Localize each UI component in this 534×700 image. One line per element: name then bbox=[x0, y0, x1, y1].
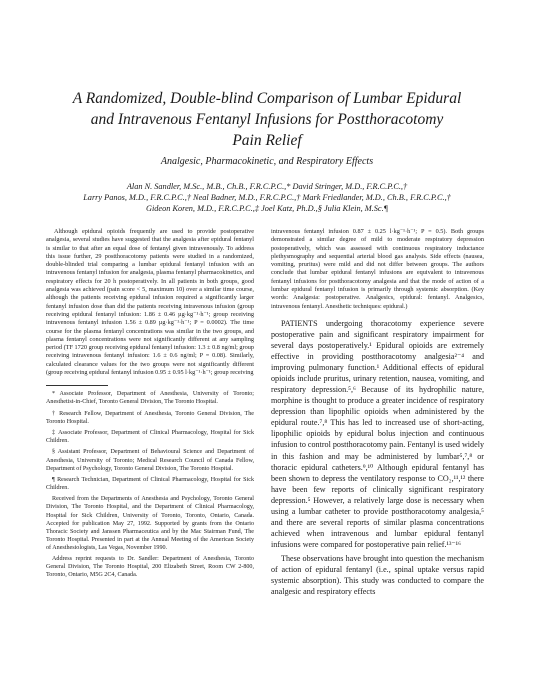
footnote: Address reprint requests to Dr. Sandler: Department of Anesthesia, Toronto General Division, The Toronto Hospital, 200 Elizabeth Street, Room CW 2-800, Toronto, Ontario, M5G 2C4, Canada. bbox=[46, 556, 254, 579]
footnote: ‡ Associate Professor, Department of Clinical Pharmacology, Hospital for Sick Children. bbox=[46, 430, 254, 445]
footnote-divider bbox=[46, 385, 108, 386]
article-subtitle: Analgesic, Pharmacokinetic, and Respiratory Effects bbox=[160, 156, 374, 167]
footnote: § Assistant Professor, Department of Behavioural Science and Department of Anesthesia, University of Toronto; Medical Research Council of Canada Fellow, Department of Psychology, Toronto General Division, The Toronto Hospital. bbox=[46, 449, 254, 472]
title-line-1: A Randomized, Double-blind Comparison of Lumbar Epidural bbox=[72, 90, 462, 107]
footnotes bbox=[46, 390, 254, 579]
footnote: † Research Fellow, Department of Anesthesia, Toronto General Division, The Toronto Hospital. bbox=[46, 410, 254, 425]
body-paragraph-2: These observations have brought into question the mechanism of action of epidural fentanyl (i.e., spinal uptake versus rapid systemic absorption). This study was conducted to compare the analgesic and respiratory effects bbox=[271, 553, 484, 597]
article-title bbox=[40, 88, 494, 151]
footnote: ¶ Research Technician, Department of Clinical Pharmacology, Hospital for Sick Children. bbox=[46, 476, 254, 492]
authors-line-2: Larry Panos, M.D., F.R.C.P.C.,† Neal Badner, M.D., F.R.C.P.C.,† Mark Friedlander, M.D., Ch.B., F.R.C.P.C.,† bbox=[83, 193, 451, 202]
abstract-part-2: intravenous fentanyl infusion 0.87 ± 0.25 l·kg⁻¹·h⁻¹; P = 0.5). Both groups demonstrated a similar degree of mild to moderate respiratory depression postoperatively, which was assessed with continuous respiratory inductance plethysmography and sequential arterial blood gas analysis. Side effects (nausea, vomiting, pruritus) were mild and did not differ between groups. The authors conclude that lumbar epidural fentanyl infusions are equivalent to intravenous fentanyl infusions for postthoracotomy analgesia and that the mode of action of a lumbar epidural fentanyl infusion is primarily through systemic absorption. (Key words: Analgesia: postoperative. Analgesics, epidural: fentanyl. Analgesics, intravenous fentanyl. Anesthetic techniques: epidural.) bbox=[271, 228, 484, 310]
authors-line-1: Alan N. Sandler, M.Sc., M.B., Ch.B., F.R.C.P.C.,* David Stringer, M.D., F.R.C.P.C.,† bbox=[126, 182, 408, 191]
right-column bbox=[271, 228, 484, 683]
title-line-3: Pain Relief bbox=[232, 132, 302, 149]
authors-line-3: Gideon Koren, M.D., F.R.C.P.C.,‡ Joel Katz, Ph.D.,§ Julia Klein, M.Sc.¶ bbox=[145, 204, 388, 213]
title-line-2: and Intravenous Fentanyl Infusions for Postthoracotomy bbox=[90, 111, 444, 128]
body-paragraph-1: PATIENTS undergoing thoracotomy experience severe postoperative pain and significant respiratory impairment for several days postoperatively.¹ Epidural opioids are extremely effective in providing postthoracotomy analgesia²⁻⁴ and improving pulmonary function.¹ Additional effects of epidural opioids include pruritus, urinary retention, nausea, vomiting, and respiratory depression.⁵,⁶ Because of its hydrophilic nature, morphine is thought to produce a greater incidence of respiratory depression than lipophilic opioids when administered by the epidural route.⁷,⁸ This has led to increased use of short-acting, lipophilic opioids by epidural bolus injection and continuous infusion to control postthoracotomy pain. Fentanyl is used widely in this fashion and may be administered by lumbar⁵,⁷,⁸ or thoracic epidural catheters.⁹,¹⁰ Although epidural fentanyl has been shown to depress the ventilatory response to CO₂,¹¹,¹² there have been few reports of clinically significant respiratory depression.⁵ However, a relatively large dose is necessary when using a lumbar catheter to provide postthoracotomy analgesia,⁵ and there are several reports of similar plasma concentrations achieved when intravenous and lumbar epidural fentanyl infusions were compared for postoperative pain relief.¹³⁻¹⁶ bbox=[271, 318, 484, 549]
footnote: Received from the Departments of Anesthesia and Psychology, Toronto General Division, The Toronto Hospital, and the Department of Clinical Pharmacology, Hospital for Sick Children, University of Toronto, Toronto, Ontario, Canada. Accepted for publication May 27, 1992. Supported by grants from the Ontario Thoracic Society and Janssen Pharmaceutica and by the Mac Stairman Fund, The Toronto Hospital. Presented in part at the Annual Meeting of the American Society of Anesthesiologists, Las Vegas, November 1990. bbox=[46, 496, 254, 551]
footnote: * Associate Professor, Department of Anesthesia, University of Toronto; Anesthetist-in-Chief, Toronto General Division, The Toronto Hospital. bbox=[46, 391, 254, 406]
left-column bbox=[46, 228, 254, 683]
author-list bbox=[30, 181, 504, 214]
abstract-part-1: Although epidural opioids frequently are used to provide postoperative analgesia, several studies have suggested that the analgesia after epidural fentanyl is similar to that after an equal dose of fentanyl given intravenously. To address this issue further, 29 postthoracotomy patients were studied in a randomized, double-blinded trial comparing a lumbar epidural fentanyl infusion with an intravenous fentanyl infusion for analgesia, plasma fentanyl pharmacokinetics, and respiratory effects for 20 h postoperatively. In all patients in both groups, good analgesia was achieved (pain score < 5, maximum 10) over a similar time course, although the patients receiving epidural infusion required a significantly larger fentanyl infusion dose than did the patients receiving intravenous infusion (group receiving epidural fentanyl infusion: 1.86 ± 0.46 µg·kg⁻¹·h⁻¹; group receiving intravenous fentanyl infusion 1.56 ± 0.89 µg·kg⁻¹·h⁻¹; P = 0.0002). The time course for the plasma fentanyl concentrations was similar in the two groups, and plasma fentanyl concentrations were not significantly different at any sampling period (TF 1720 group receiving epidural fentanyl infusion: 1.3 ± 0.8 ng/ml; group receiving intravenous fentanyl infusion: 1.6 ± 0.6 ng/ml; P = 0.08). Similarly, calculated clearance values for the two groups were not significantly different (group receiving epidural fentanyl infusion 0.95 ± 0.95 l·kg⁻¹·h⁻¹; group receiving bbox=[46, 228, 254, 377]
